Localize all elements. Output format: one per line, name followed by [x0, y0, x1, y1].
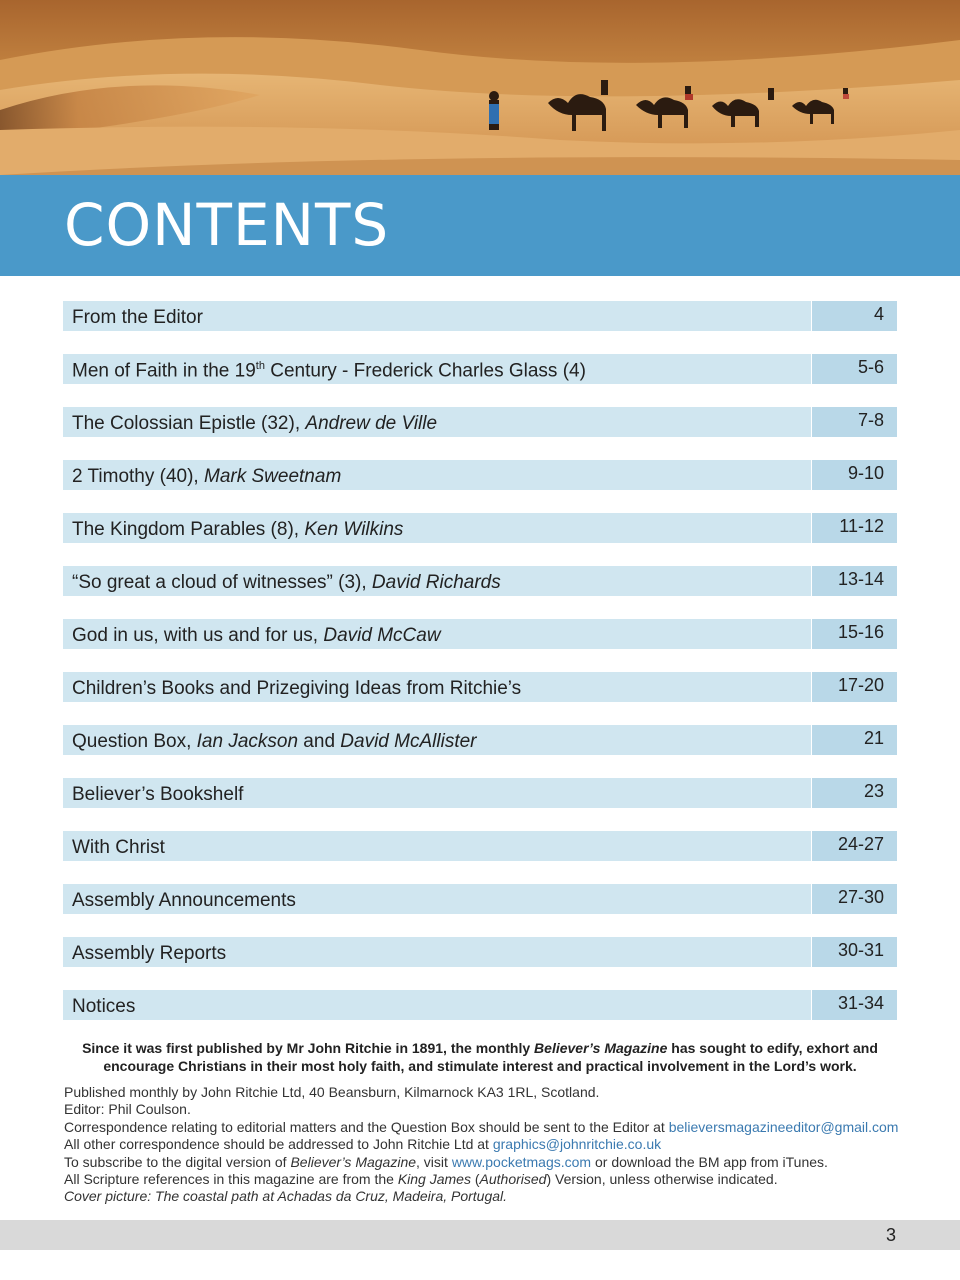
imprint-editor: Editor: Phil Coulson.: [64, 1101, 191, 1118]
toc-row-believers-bookshelf[interactable]: [63, 778, 897, 808]
toc-row-colossian-epistle[interactable]: [63, 407, 897, 437]
toc-author: Ken Wilkins: [304, 519, 404, 540]
toc-page: 4: [873, 304, 884, 324]
toc-page: 17-20: [837, 675, 884, 695]
imprint-subscribe: To subscribe to the digital version of Believer’s Magazine, visit www.pocketmags.com or download the BM app from iTunes.: [64, 1153, 828, 1170]
toc-author: David Richards: [371, 572, 501, 593]
toc-title: The Kingdom Parables (8), Ken Wilkins: [72, 519, 404, 540]
toc-row-question-box[interactable]: [63, 725, 897, 755]
imprint-scripture: All Scripture references in this magazine are from the King James (Authorised) Version, unless otherwise indicated.: [64, 1171, 778, 1188]
pocketmags-link[interactable]: www.pocketmags.com: [451, 1153, 592, 1170]
editor-email-link[interactable]: believersmagazineeditor@gmail.com: [668, 1118, 899, 1135]
table-of-contents: [63, 301, 897, 1043]
toc-page: 9-10: [847, 463, 884, 483]
toc-title: Question Box, Ian Jackson and David McAllister: [72, 731, 477, 752]
toc-page: 11-12: [839, 516, 884, 536]
toc-title: Assembly Reports: [72, 943, 227, 964]
toc-title: With Christ: [72, 837, 165, 858]
toc-row-cloud-of-witnesses[interactable]: [63, 566, 897, 596]
toc-title: The Colossian Epistle (32), Andrew de Ville: [72, 413, 438, 434]
imprint-other-contact: All other correspondence should be addressed to John Ritchie Ltd at graphics@johnritchie.co.uk: [64, 1136, 662, 1153]
toc-title: Children’s Books and Prizegiving Ideas from Ritchie’s: [72, 678, 522, 699]
page-number: 3: [885, 1225, 896, 1245]
toc-row-kingdom-parables[interactable]: [63, 513, 897, 543]
imprint-editorial-contact: Correspondence relating to editorial matters and the Question Box should be sent to the Editor at believersmagazineeditor@gmail.com: [64, 1118, 899, 1135]
toc-row-notices[interactable]: [63, 990, 897, 1020]
toc-title: “So great a cloud of witnesses” (3), David Richards: [72, 572, 501, 593]
toc-row-with-christ[interactable]: [63, 831, 897, 861]
toc-title: God in us, with us and for us, David McCaw: [72, 625, 441, 646]
toc-title: Assembly Announcements: [72, 890, 296, 911]
toc-author: David McAllister: [340, 731, 477, 752]
toc-author: Ian Jackson: [196, 731, 299, 752]
toc-author: David McCaw: [323, 625, 441, 646]
toc-row-childrens-books[interactable]: [63, 672, 897, 702]
toc-row-from-the-editor[interactable]: [63, 301, 897, 331]
toc-title: Men of Faith in the 19th Century - Frederick Charles Glass (4): [72, 360, 586, 382]
toc-page: 13-14: [837, 569, 884, 589]
page-footer: [0, 1220, 960, 1250]
toc-row-assembly-reports[interactable]: [63, 937, 897, 967]
toc-page: 7-8: [857, 410, 884, 430]
toc-page: 30-31: [837, 940, 884, 960]
desert-camel-caravan-photo: [0, 0, 960, 175]
toc-row-men-of-faith[interactable]: [63, 354, 897, 384]
toc-page: 24-27: [837, 834, 884, 854]
toc-page: 27-30: [837, 887, 884, 907]
toc-page: 5-6: [857, 357, 884, 377]
mission-statement: Since it was first published by Mr John Ritchie in 1891, the monthly Believer’s Magazine has sought to edify, exhort and encourage Christians in their most holy faith, and stimulate interest and practical involvement in the Lord’s work.: [82, 1040, 878, 1074]
toc-title: Believer’s Bookshelf: [72, 784, 244, 805]
imprint-publisher: Published monthly by John Ritchie Ltd, 40 Beansburn, Kilmarnock KA3 1RL, Scotland.: [64, 1084, 600, 1100]
toc-title: Notices: [72, 996, 136, 1017]
toc-author: Mark Sweetnam: [204, 466, 342, 487]
toc-title: 2 Timothy (40), Mark Sweetnam: [72, 466, 342, 487]
toc-page: 21: [863, 728, 884, 748]
page-title: CONTENTS: [64, 191, 390, 259]
graphics-email-link[interactable]: graphics@johnritchie.co.uk: [492, 1136, 662, 1153]
toc-row-2-timothy[interactable]: [63, 460, 897, 490]
toc-page: 23: [863, 781, 884, 801]
toc-page: 31-34: [837, 993, 884, 1013]
publication-imprint: [64, 1084, 944, 1206]
toc-page: 15-16: [837, 622, 884, 642]
contents-banner: [0, 175, 960, 276]
toc-row-assembly-announcements[interactable]: [63, 884, 897, 914]
toc-author: Andrew de Ville: [305, 413, 438, 434]
toc-title: From the Editor: [72, 307, 203, 328]
toc-row-god-in-us[interactable]: [63, 619, 897, 649]
imprint-cover-picture: Cover picture: The coastal path at Achadas da Cruz, Madeira, Portugal.: [64, 1188, 508, 1205]
hero-photo: [0, 0, 960, 175]
